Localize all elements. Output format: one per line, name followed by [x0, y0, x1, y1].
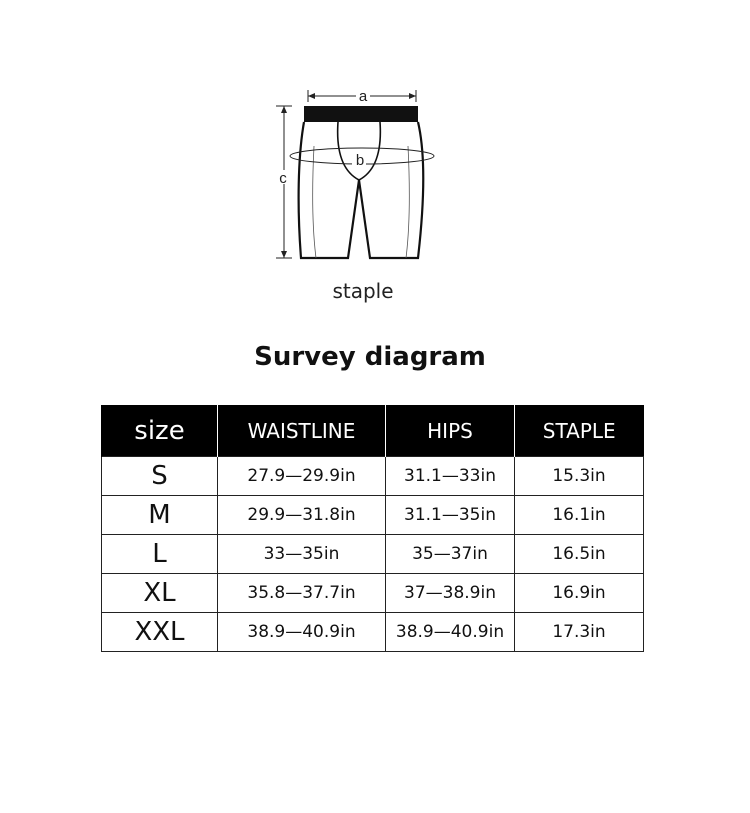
size-cell: M	[102, 496, 218, 535]
hips-cell: 37—38.9in	[386, 574, 515, 613]
label-b: b	[355, 152, 365, 169]
size-cell: XL	[102, 574, 218, 613]
header-waistline: WAISTLINE	[218, 405, 386, 457]
shorts-outline	[299, 122, 424, 258]
waistline-cell: 35.8—37.7in	[218, 574, 386, 613]
header-size: size	[102, 405, 218, 457]
table-row	[102, 457, 644, 496]
size-cell: L	[102, 535, 218, 574]
label-c: c	[279, 170, 287, 187]
staple-cell: 16.1in	[515, 496, 644, 535]
hips-cell: 38.9—40.9in	[386, 613, 515, 652]
waistline-cell: 33—35in	[218, 535, 386, 574]
table-row	[102, 496, 644, 535]
hips-cell: 31.1—35in	[386, 496, 515, 535]
staple-cell: 16.9in	[515, 574, 644, 613]
page-title: Survey diagram	[254, 342, 486, 372]
table-row	[102, 613, 644, 652]
staple-cell: 17.3in	[515, 613, 644, 652]
diagram-caption: staple	[332, 279, 394, 303]
table-row	[102, 574, 644, 613]
staple-cell: 15.3in	[515, 457, 644, 496]
header-staple: STAPLE	[515, 405, 644, 457]
staple-cell: 16.5in	[515, 535, 644, 574]
label-a: a	[358, 88, 368, 105]
shorts-measurement-diagram	[260, 76, 460, 271]
hips-cell: 31.1—33in	[386, 457, 515, 496]
header-hips: HIPS	[386, 405, 515, 457]
waistline-cell: 29.9—31.8in	[218, 496, 386, 535]
size-chart-table	[101, 405, 644, 652]
table-row	[102, 535, 644, 574]
table-header-row	[102, 405, 644, 457]
hips-cell: 35—37in	[386, 535, 515, 574]
size-cell: XXL	[102, 613, 218, 652]
waistline-cell: 27.9—29.9in	[218, 457, 386, 496]
waistline-cell: 38.9—40.9in	[218, 613, 386, 652]
size-cell: S	[102, 457, 218, 496]
waistband	[304, 106, 418, 122]
